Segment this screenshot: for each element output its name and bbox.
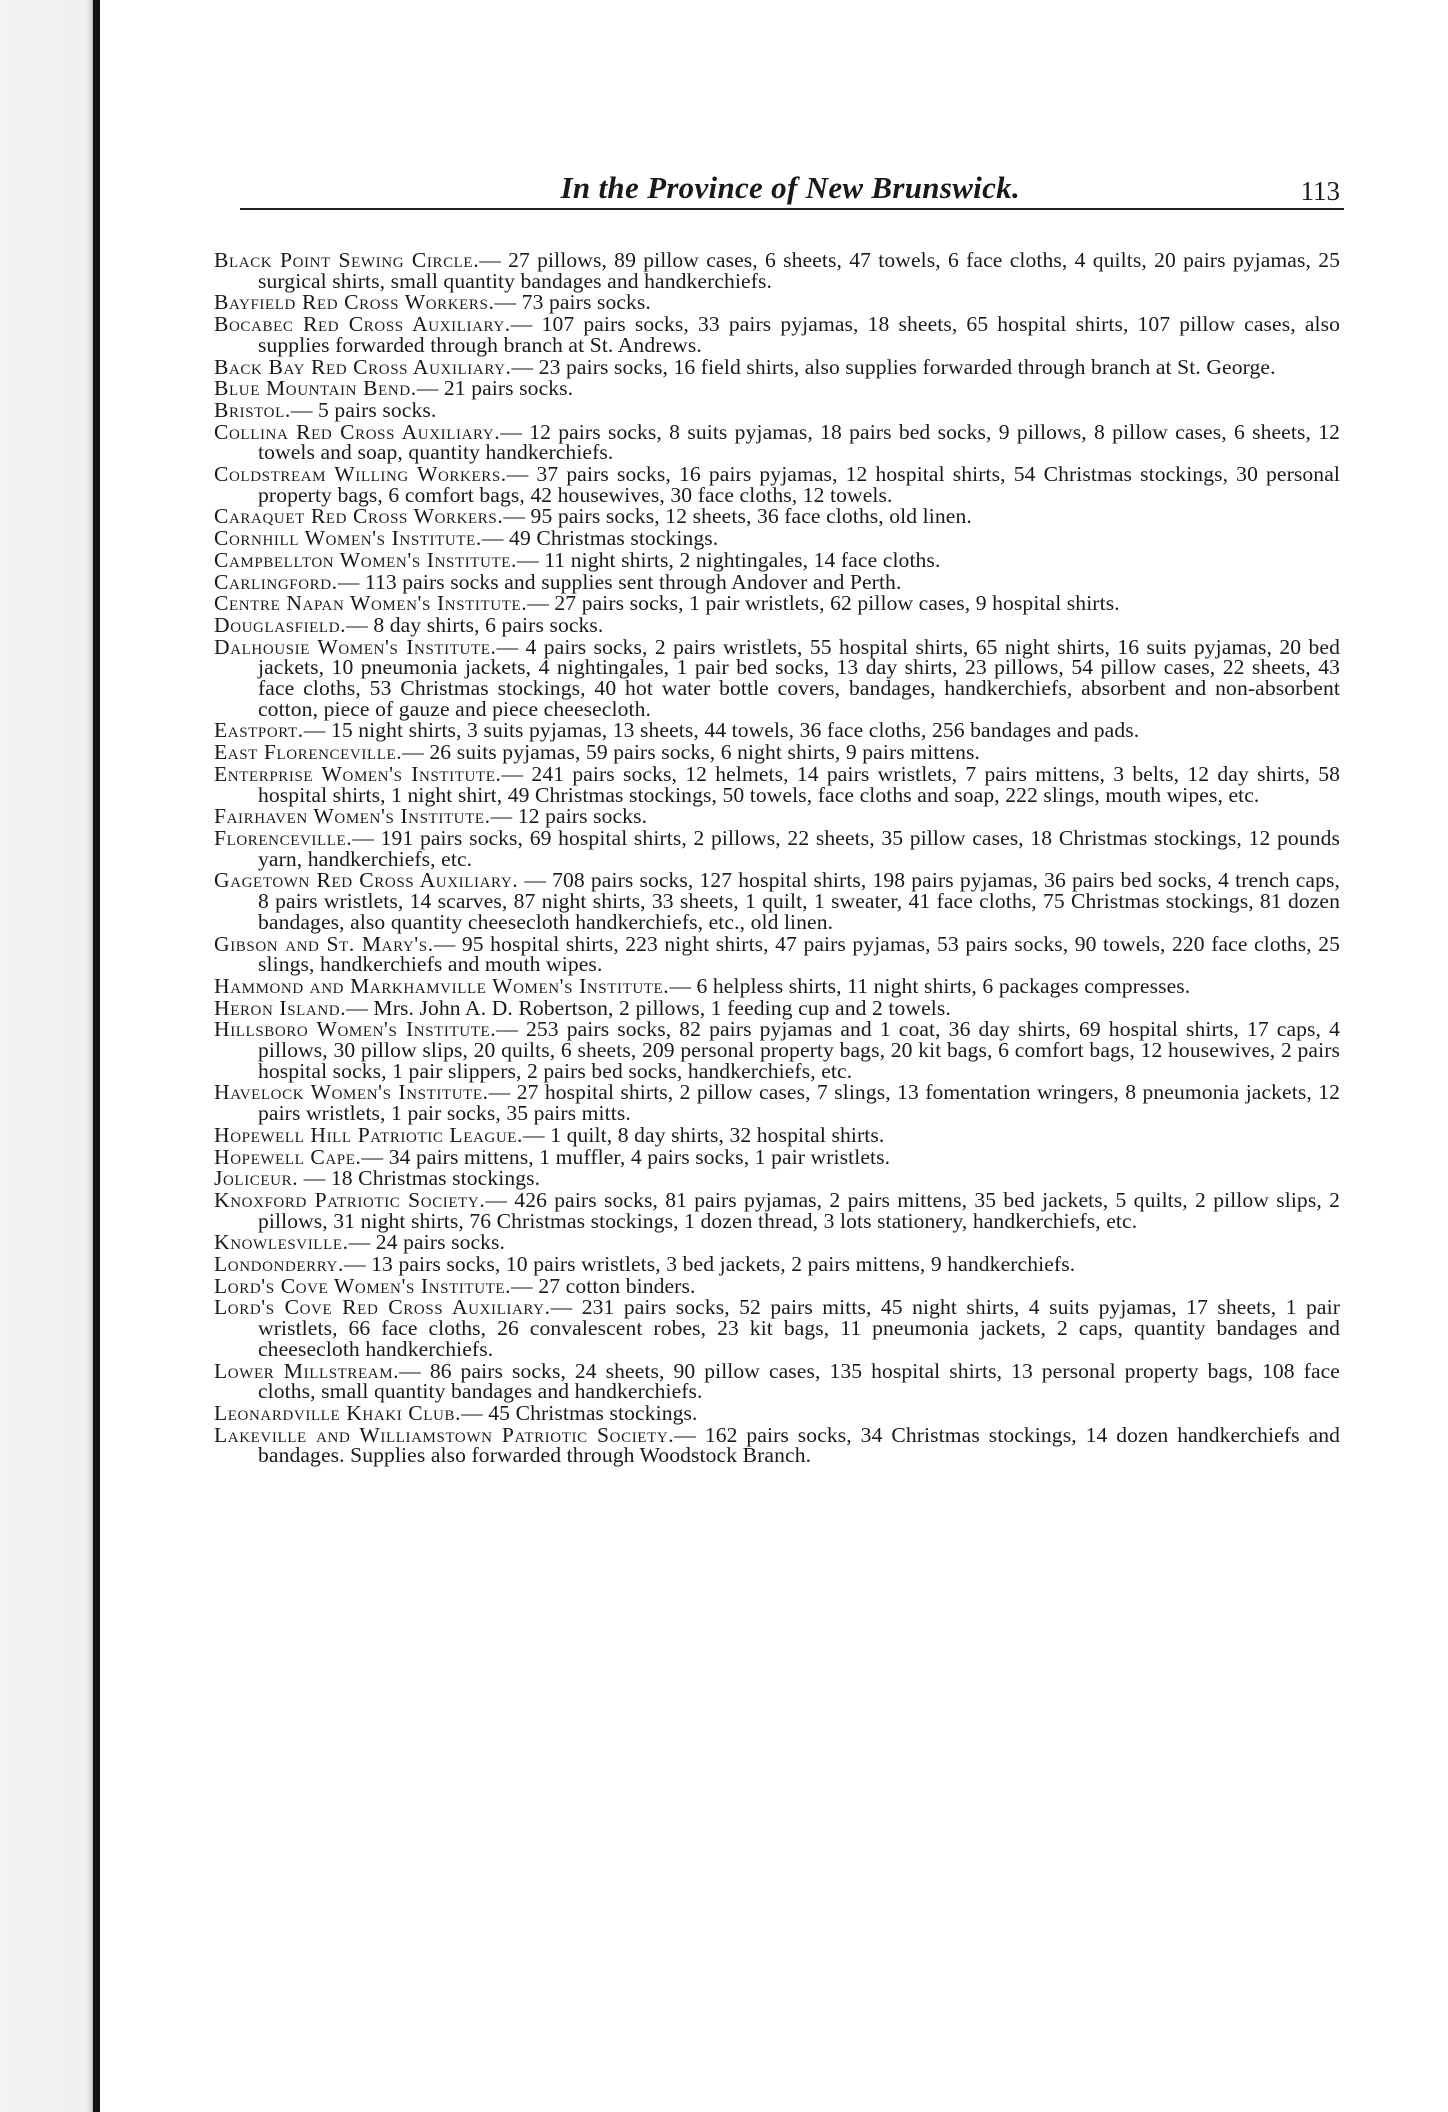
entry-name: Knowlesville.	[214, 1230, 349, 1255]
entry-name: Collina Red Cross Auxiliary.	[214, 419, 501, 444]
entry-text: — 86 pairs socks, 24 sheets, 90 pillow cases, 135 hospital shirts, 13 personal property bags, 108 face cloths, small quantity bandages and handkerchiefs.	[258, 1358, 1340, 1404]
entry-name: Campbellton Women's Institute.	[214, 547, 518, 572]
list-item	[210, 1168, 1340, 1189]
entry-text: — 24 pairs socks.	[348, 1230, 506, 1255]
list-item	[210, 1122, 1340, 1147]
entry-name: East Florenceville.	[214, 740, 403, 765]
entry-text: — 708 pairs socks, 127 hospital shirts, 198 pairs pyjamas, 36 pairs bed socks, 4 trench caps, 8 pairs wristlets, 14 scarves, 87 night shirts, 33 sheets, 1 quilt, 1 sweater, 41 face cloths, 75 Christmas stockings, 81 dozen bandages, also quantity cheesecloth handkerchiefs, etc., old linen.	[258, 868, 1340, 934]
entry-text: — 27 pillows, 89 pillow cases, 6 sheets, 47 towels, 6 face cloths, 4 quilts, 20 pairs pyjamas, 25 surgical shirts, small quantity bandages and handkerchiefs.	[258, 248, 1341, 293]
entry-text: — 15 night shirts, 3 suits pyjamas, 13 sheets, 44 towels, 36 face cloths, 256 bandages and pads.	[303, 718, 1140, 743]
entry-text: — 95 pairs socks, 12 sheets, 36 face cloths, old linen.	[503, 504, 972, 529]
entry-text: — 95 hospital shirts, 223 night shirts, 47 pairs pyjamas, 53 pairs socks, 90 towels, 220 face cloths, 25 slings, handkerchiefs and mouth wipes.	[258, 931, 1340, 977]
entry-text: — 11 night shirts, 2 nightingales, 14 face cloths.	[517, 547, 941, 572]
list-item	[210, 1400, 1340, 1425]
list-item	[210, 1019, 1340, 1081]
list-item	[210, 528, 1340, 549]
entry-name: Havelock Women's Institute.	[214, 1080, 489, 1105]
entry-name: Black Point Sewing Circle.	[214, 248, 480, 272]
list-item	[210, 397, 1340, 422]
entry-text: — 26 suits pyjamas, 59 pairs socks, 6 night shirts, 9 pairs mittens.	[402, 740, 981, 765]
entry-name: Joliceur.	[214, 1166, 299, 1191]
entry-name: Back Bay Red Cross Auxiliary.	[214, 354, 512, 379]
entry-name: Hopewell Hill Patriotic League.	[214, 1122, 524, 1147]
entry-text: — 27 pairs socks, 1 pair wristlets, 62 pillow cases, 9 hospital shirts.	[527, 591, 1120, 616]
entry-text: — 21 pairs socks.	[416, 376, 574, 401]
list-item	[210, 1187, 1340, 1233]
list-item	[210, 506, 1340, 527]
entry-name: Knoxford Patriotic Society.	[214, 1187, 486, 1212]
list-item	[210, 806, 1340, 827]
list-item	[210, 292, 1340, 313]
entry-text: — 18 Christmas stockings.	[298, 1166, 541, 1191]
entry-text: — 27 cotton binders.	[511, 1273, 696, 1298]
entry-name: Enterprise Women's Institute.	[214, 761, 502, 786]
entry-name: Lakeville and Williamstown Patriotic Society.	[214, 1422, 675, 1447]
entry-name: Gibson and St. Mary's.	[214, 931, 434, 956]
entry-text: — 107 pairs socks, 33 pairs pyjamas, 18 sheets, 65 hospital shirts, 107 pillow cases, also supplies forwarded through branch at St. Andrews.	[258, 312, 1340, 357]
list-item	[210, 1358, 1340, 1404]
entry-name: Florenceville.	[214, 825, 353, 850]
entry-text: — 12 pairs socks, 8 suits pyjamas, 18 pairs bed socks, 9 pillows, 8 pillow cases, 6 sheets, 12 towels and soap, quantity handkerchiefs.	[258, 419, 1341, 465]
document-page	[210, 160, 1340, 1467]
entry-text: — 5 pairs socks.	[290, 397, 437, 422]
entry-text: — 23 pairs socks, 16 field shirts, also supplies forwarded through branch at St. George.	[511, 354, 1276, 379]
entry-text: — 191 pairs socks, 69 hospital shirts, 2 pillows, 22 sheets, 35 pillow cases, 18 Christmas stockings, 12 pounds yarn, handkerchiefs, etc.	[258, 825, 1340, 871]
list-item	[210, 464, 1340, 505]
entry-name: Lord's Cove Red Cross Auxiliary.	[214, 1295, 551, 1320]
list-item	[210, 1232, 1340, 1253]
entry-name: Bayfield Red Cross Workers.	[214, 290, 495, 315]
list-item	[210, 1144, 1340, 1169]
entry-text: — 13 pairs socks, 10 pairs wristlets, 3 bed jackets, 2 pairs mittens, 9 handkerchiefs.	[343, 1252, 1076, 1277]
list-item	[210, 1080, 1340, 1126]
entry-name: Hammond and Markhamville Women's Institute.	[214, 973, 670, 998]
list-item	[210, 720, 1340, 741]
entry-name: Leonardville Khaki Club.	[214, 1400, 462, 1425]
list-item	[210, 1422, 1340, 1468]
page-gutter-shadow	[0, 0, 98, 2112]
list-item	[210, 761, 1340, 807]
list-item	[210, 612, 1340, 637]
entry-text: — 73 pairs socks.	[494, 290, 651, 315]
list-item	[210, 1273, 1340, 1298]
list-item	[210, 634, 1340, 721]
entry-text: — 426 pairs socks, 81 pairs pyjamas, 2 pairs mittens, 35 bed jackets, 5 quilts, 2 pillow slips, 2 pillows, 31 night shirts, 76 Christmas stockings, 1 dozen thread, 3 lots stationery, handkerchiefs, etc.	[258, 1187, 1340, 1233]
list-item	[210, 1254, 1340, 1275]
list-item	[210, 314, 1340, 355]
entry-text: — 27 hospital shirts, 2 pillow cases, 7 slings, 13 fomentation wringers, 8 pneumonia jackets, 12 pairs wristlets, 1 pair socks, 35 pairs mitts.	[258, 1080, 1340, 1126]
entry-text: — 4 pairs socks, 2 pairs wristlets, 55 hospital shirts, 65 night shirts, 16 suits pyjamas, 20 bed jackets, 10 pneumonia jackets, 4 nightingales, 1 pair bed socks, 13 day shirts, 23 pillows, 54 pillow cases, 22 sheets, 43 face cloths, 53 Christmas stockings, 40 hot water bottle covers, bandages, handkerchiefs, absorbent and non-absorbent cotton, piece of gauze and piece cheesecloth.	[258, 634, 1340, 721]
entry-name: Londonderry.	[214, 1252, 344, 1277]
entry-name: Douglasfield.	[214, 612, 347, 637]
entry-text: — 8 day shirts, 6 pairs socks.	[346, 612, 604, 637]
entry-text: — Mrs. John A. D. Robertson, 2 pillows, 1 feeding cup and 2 towels.	[346, 995, 951, 1020]
entry-text: — 37 pairs socks, 16 pairs pyjamas, 12 hospital shirts, 54 Christmas stockings, 30 personal property bags, 6 comfort bags, 42 housewives, 30 face cloths, 12 towels.	[258, 462, 1340, 507]
entry-name: Hillsboro Women's Institute.	[214, 1017, 497, 1042]
header-rule	[240, 208, 1344, 210]
entry-text: — 12 pairs socks.	[490, 804, 648, 829]
entry-text: — 6 helpless shirts, 11 night shirts, 6 packages compresses.	[669, 973, 1191, 998]
list-item	[210, 593, 1340, 614]
entry-text: — 162 pairs socks, 34 Christmas stockings, 14 dozen handkerchiefs and bandages. Supplies also forwarded through Woodstock Branch.	[258, 1422, 1340, 1468]
list-item	[210, 250, 1340, 291]
entry-name: Blue Mountain Bend.	[214, 376, 417, 401]
list-item	[210, 354, 1340, 379]
entry-text: — 45 Christmas stockings.	[461, 1400, 698, 1425]
list-item	[210, 378, 1340, 399]
entry-name: Bocabec Red Cross Auxiliary.	[214, 312, 511, 337]
entry-text: — 34 pairs mittens, 1 muffler, 4 pairs socks, 1 pair wristlets.	[361, 1144, 891, 1169]
list-item	[210, 870, 1340, 932]
list-item	[210, 1297, 1340, 1359]
entry-name: Centre Napan Women's Institute.	[214, 591, 528, 616]
entry-name: Dalhousie Women's Institute.	[214, 634, 497, 659]
entry-text: — 1 quilt, 8 day shirts, 32 hospital shirts.	[523, 1122, 885, 1147]
entry-name: Cornhill Women's Institute.	[214, 526, 482, 551]
list-item	[210, 825, 1340, 871]
page-header	[210, 160, 1340, 210]
entry-name: Gagetown Red Cross Auxiliary.	[214, 868, 519, 893]
list-item	[210, 569, 1340, 594]
entry-name: Coldstream Willing Workers.	[214, 462, 507, 487]
list-item	[210, 419, 1341, 465]
entry-name: Bristol.	[214, 397, 291, 422]
running-title: In the Province of New Brunswick.	[560, 170, 1020, 205]
binding-edge	[93, 0, 100, 2112]
entry-name: Heron Island.	[214, 995, 347, 1020]
entry-name: Fairhaven Women's Institute.	[214, 804, 491, 829]
entry-text: — 231 pairs socks, 52 pairs mitts, 45 night shirts, 4 suits pyjamas, 17 sheets, 1 pair wristlets, 66 face cloths, 26 convalescent robes, 23 kit bags, 11 pneumonia jackets, 2 caps, quantity bandages and cheesecloth handkerchiefs.	[258, 1295, 1340, 1361]
entry-name: Lower Millstream.	[214, 1358, 400, 1383]
contribution-list	[210, 250, 1340, 1466]
entry-name: Eastport.	[214, 718, 304, 743]
page-number: 113	[1300, 176, 1340, 206]
entry-text: — 253 pairs socks, 82 pairs pyjamas and 1 coat, 36 day shirts, 69 hospital shirts, 17 caps, 4 pillows, 30 pillow slips, 20 quilts, 6 sheets, 209 personal property bags, 20 kit bags, 6 comfort bags, 12 housewives, 2 pairs hospital socks, 1 pair slippers, 2 pairs bed socks, handkerchiefs, etc.	[258, 1017, 1340, 1083]
entry-text: — 113 pairs socks and supplies sent through Andover and Perth.	[337, 569, 902, 594]
list-item	[210, 931, 1340, 977]
entry-text: — 49 Christmas stockings.	[481, 526, 719, 551]
list-item	[210, 742, 1340, 763]
list-item	[210, 973, 1340, 998]
entry-name: Caraquet Red Cross Workers.	[214, 504, 504, 529]
entry-name: Hopewell Cape.	[214, 1144, 362, 1169]
list-item	[210, 995, 1340, 1020]
entry-text: — 241 pairs socks, 12 helmets, 14 pairs wristlets, 7 pairs mittens, 3 belts, 12 day shirts, 58 hospital shirts, 1 night shirt, 49 Christmas stockings, 50 towels, face cloths and soap, 222 slings, mouth wipes, etc.	[258, 761, 1340, 807]
page-corner	[1388, 0, 1448, 60]
list-item	[210, 547, 1340, 572]
entry-name: Lord's Cove Women's Institute.	[214, 1273, 512, 1298]
entry-name: Carlingford.	[214, 569, 338, 594]
